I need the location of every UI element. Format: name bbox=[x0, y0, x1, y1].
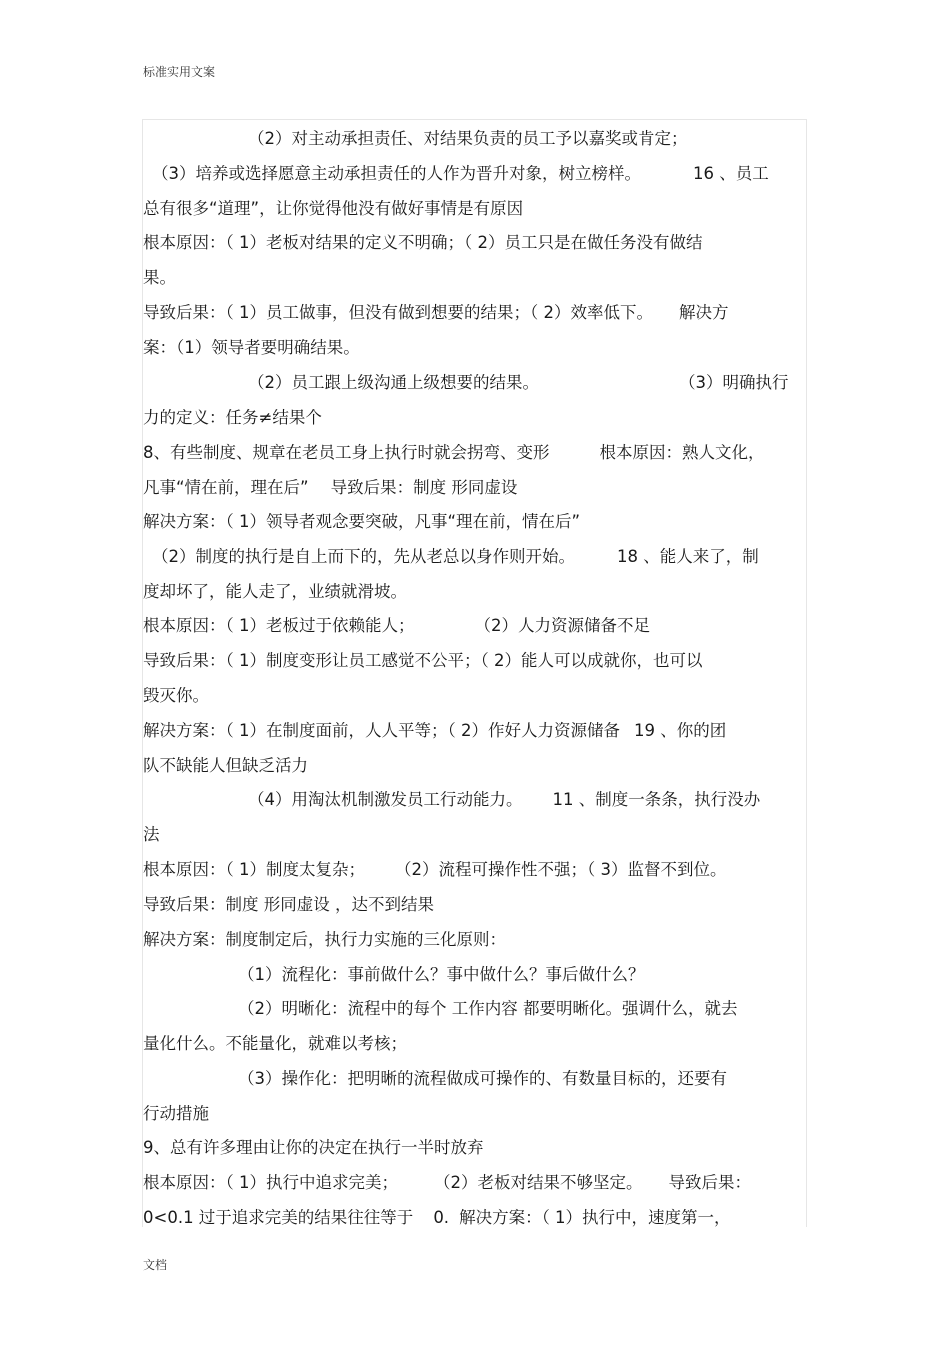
text-line: 8、有些制度、规章在老员工身上执行时就会拐弯、变形 根本原因：熟人文化， bbox=[143, 443, 765, 462]
text-line: 法 bbox=[143, 825, 160, 844]
text-line: 解决方案：（ 1）领导者观念要突破，凡事“理在前，情在后” bbox=[143, 512, 581, 531]
text-line: （3）培养或选择愿意主动承担责任的人作为晋升对象，树立榜样。 16 、员工 bbox=[152, 164, 769, 183]
text-line: 总有很多“道理”，让你觉得他没有做好事情是有原因 bbox=[143, 199, 524, 218]
text-line: 果。 bbox=[143, 268, 176, 287]
text-line: （3）操作化：把明晰的流程做成可操作的、有数量目标的，还要有 bbox=[238, 1069, 727, 1088]
text-line: （1）流程化：事前做什么？事中做什么？事后做什么？ bbox=[238, 965, 645, 984]
text-line: 导致后果：制度 形同虚设 ，达不到结果 bbox=[143, 895, 434, 914]
text-line: 根本原因：（ 1）执行中追求完美； （2）老板对结果不够坚定。 导致后果： bbox=[143, 1173, 751, 1192]
text-line: （2）制度的执行是自上而下的，先从老总以身作则开始。 18 、能人来了，制 bbox=[152, 547, 759, 566]
text-line: 毁灭你。 bbox=[143, 686, 209, 705]
text-line: 队不缺能人但缺乏活力 bbox=[143, 756, 308, 775]
text-line: （4）用淘汰机制激发员工行动能力。 11 、制度一条条，执行没办 bbox=[248, 790, 761, 809]
text-line: 解决方案：（ 1）在制度面前，人人平等；（ 2）作好人力资源储备 19 、你的团 bbox=[143, 721, 727, 740]
text-line: （2）明晰化：流程中的每个 工作内容 都要明晰化。强调什么，就去 bbox=[238, 999, 738, 1018]
page-footer: 文档 bbox=[143, 1258, 168, 1272]
text-line: （2）员工跟上级沟通上级想要的结果。 （3）明确执行 bbox=[248, 373, 789, 392]
text-line: 根本原因：（ 1）老板对结果的定义不明确；（ 2）员工只是在做任务没有做结 bbox=[143, 233, 703, 252]
text-line: 解决方案：制度制定后，执行力实施的三化原则： bbox=[143, 930, 506, 949]
text-line: 力的定义：任务≠结果个 bbox=[143, 408, 322, 427]
text-line: 根本原因：（ 1）制度太复杂； （2）流程可操作性不强；（ 3）监督不到位。 bbox=[143, 860, 727, 879]
text-line: （2）对主动承担责任、对结果负责的员工予以嘉奖或肯定； bbox=[248, 129, 688, 148]
text-line: 导致后果：（ 1）员工做事，但没有做到想要的结果；（ 2）效率低下。 解决方 bbox=[143, 303, 729, 322]
page-header: 标准实用文案 bbox=[143, 65, 216, 79]
text-line: 0<0.1 过于追求完美的结果往往等于 0. 解决方案：（ 1）执行中，速度第一， bbox=[143, 1208, 731, 1227]
text-line: 量化什么。不能量化，就难以考核； bbox=[143, 1034, 407, 1053]
text-line: 度却坏了，能人走了，业绩就滑坡。 bbox=[143, 582, 407, 601]
text-line: 导致后果：（ 1）制度变形让员工感觉不公平；（ 2）能人可以成就你，也可以 bbox=[143, 651, 703, 670]
text-line: 9、总有许多理由让你的决定在执行一半时放弃 bbox=[143, 1138, 484, 1157]
text-line: 行动措施 bbox=[143, 1104, 209, 1123]
text-line: 凡事“情在前，理在后” 导致后果：制度 形同虚设 bbox=[143, 478, 518, 497]
text-line: 根本原因：（ 1）老板过于依赖能人； （2）人力资源储备不足 bbox=[143, 616, 650, 635]
text-line: 案：（1）领导者要明确结果。 bbox=[143, 338, 360, 357]
